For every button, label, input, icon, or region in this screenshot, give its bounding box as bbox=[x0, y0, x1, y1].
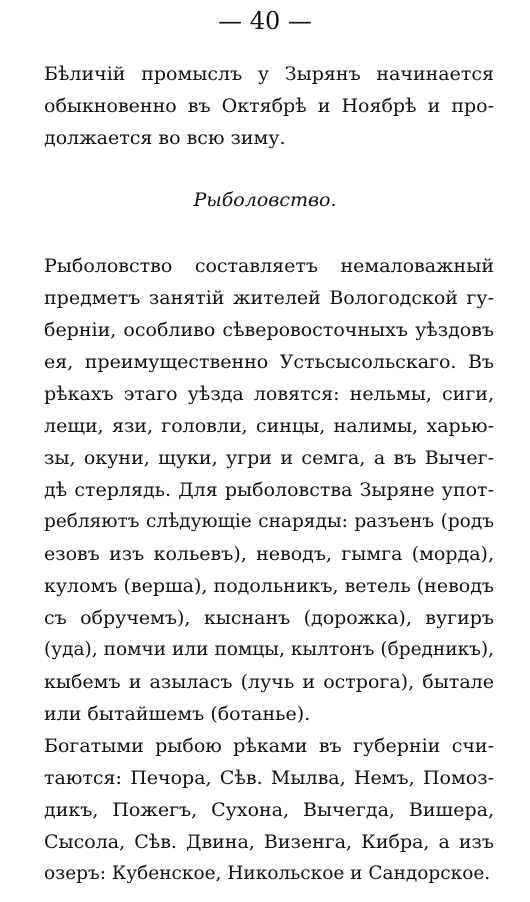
text-line: предметъ занятій жителей Вологодской гу- bbox=[44, 287, 494, 309]
text-line: Бѣличій промыслъ у Зырянъ начинается bbox=[44, 63, 494, 85]
text-line: или бытайшемъ (ботанье). bbox=[44, 703, 311, 725]
text-line: (уда), помчи или помцы, кылтонъ (бредникъ), bbox=[44, 639, 494, 660]
paragraph-fishing bbox=[44, 250, 494, 730]
text-line: Богатыми рыбою рѣками въ губерніи счи- bbox=[44, 735, 494, 757]
text-line: обыкновенно въ Октябрѣ и Ноябрѣ и про- bbox=[44, 95, 494, 117]
text-line: съ обручемъ), кыснанъ (дорожка), вугиръ bbox=[44, 607, 494, 629]
text-line: дѣ стерлядь. Для рыболовства Зыряне упот- bbox=[44, 479, 494, 501]
text-line: Рыболовство составляетъ немаловажный bbox=[44, 255, 494, 277]
paragraph-squirrel-hunting bbox=[44, 58, 494, 154]
text-line: берніи, особливо сѣверовосточныхъ уѣздовъ bbox=[44, 319, 494, 341]
text-line: кыбемъ и азыласъ (лучь и острога), бытале bbox=[44, 671, 494, 693]
text-line: езовъ изъ кольевъ), неводъ, гымга (морда), bbox=[44, 543, 494, 565]
paragraph-rivers bbox=[44, 730, 494, 890]
page-number: — 40 — bbox=[218, 7, 312, 35]
text-line: рѣкахъ этаго уѣзда ловятся: нельмы, сиги, bbox=[44, 383, 494, 405]
text-line: дикъ, Пожегъ, Сухона, Вычегда, Вишера, bbox=[44, 799, 494, 821]
text-line: Сысола, Сѣв. Двина, Визенга, Кибра, а изъ bbox=[44, 831, 494, 853]
text-line: куломъ (верша), подольникъ, ветель (неводъ bbox=[44, 575, 494, 597]
section-heading: Рыболовство. bbox=[193, 189, 337, 211]
text-line: должается во всю зиму. bbox=[44, 127, 286, 149]
text-line: ея, преимущественно Устьсысольскаго. Въ bbox=[44, 351, 494, 373]
text-line: ребляютъ слѣдующіе снаряды: разъенъ (родъ bbox=[44, 511, 494, 532]
text-line: зы, окуни, щуки, угри и семга, а въ Вычег- bbox=[44, 447, 494, 469]
text-line: лещи, язи, головли, синцы, налимы, харью- bbox=[44, 415, 494, 437]
text-line: таются: Печора, Сѣв. Мылва, Немъ, Помоз- bbox=[44, 767, 494, 789]
text-line: озеръ: Кубенское, Никольское и Сандорское. bbox=[44, 863, 491, 884]
